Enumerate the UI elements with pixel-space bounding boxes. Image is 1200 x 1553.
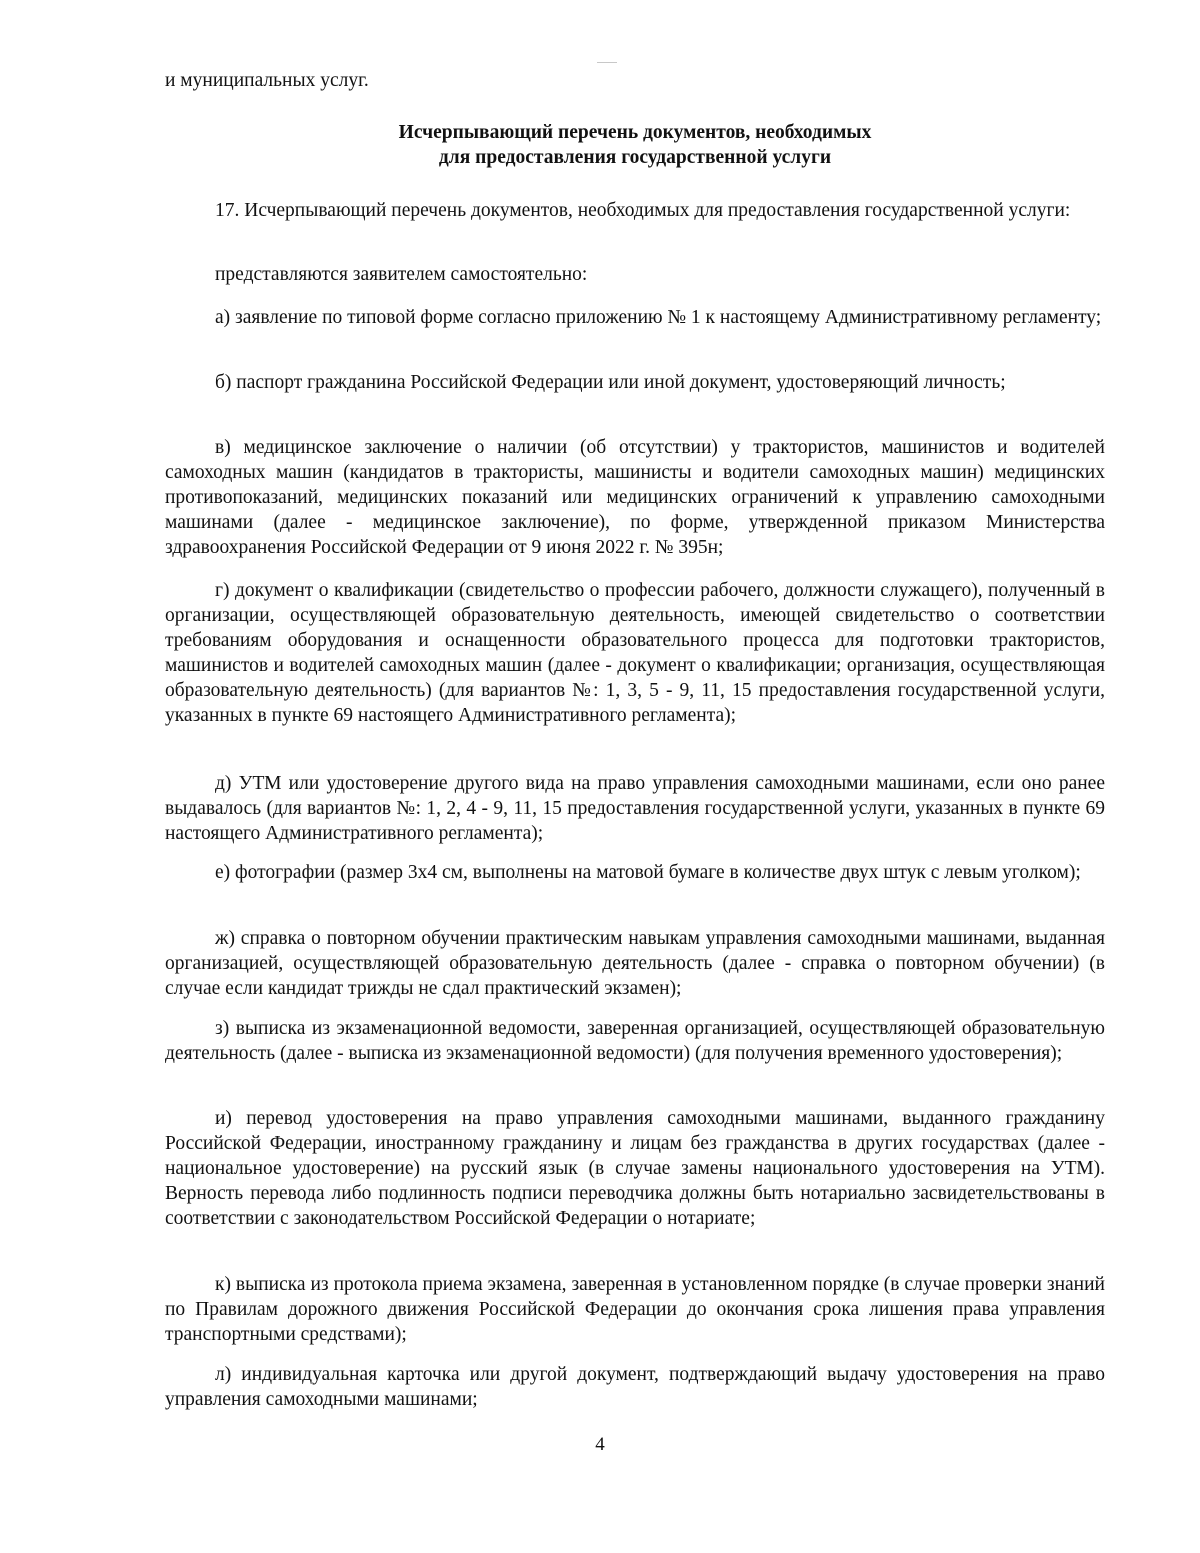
item-i: и) перевод удостоверения на право управления самоходными машинами, выданного гражданину Российской Федерации, иностранному гражданину и лицам без гражданства в других государствах (далее - национальное удостоверение) на русский язык (в случае замены национального удостоверения на УТМ). Верность перевода либо подлинность подписи переводчика должны быть нотариально засвидетельствованы в соответствии с законодательством Российской Федерации о нотариате; [165, 1108, 1105, 1229]
page-number: 4 [595, 1434, 605, 1455]
paragraph-17: 17. Исчерпывающий перечень документов, необходимых для предоставления государственной услуги: [215, 200, 1071, 221]
section-heading-line-1: Исчерпывающий перечень документов, необходимых [398, 122, 872, 143]
section-heading-line-2: для предоставления государственной услуги [438, 147, 832, 168]
item-e: е) фотографии (размер 3х4 см, выполнены на матовой бумаге в количестве двух штук с левым уголком); [215, 862, 1081, 883]
continuation-text: и муниципальных услуг. [165, 70, 369, 91]
scan-speck [597, 62, 617, 63]
item-g: г) документ о квалификации (свидетельство о профессии рабочего, должности служащего), полученный в организации, осуществляющей образовательную деятельность, имеющей свидетельство о соответствии требованиям оборудования и оснащенности образовательного процесса для подготовки трактористов, машинистов и водителей самоходных машин (далее - документ о квалификации; организация, осуществляющая образовательную деятельность) (для вариантов №: 1, 3, 5 - 9, 11, 15 предоставления государственной услуги, указанных в пункте 69 настоящего Административного регламента); [165, 580, 1105, 726]
paragraph-intro: представляются заявителем самостоятельно: [215, 264, 588, 285]
item-z: з) выписка из экзаменационной ведомости, заверенная организацией, осуществляющей образовательную деятельность (далее - выписка из экзаменационной ведомости) (для получения временного удостоверения); [165, 1018, 1105, 1064]
item-b: б) паспорт гражданина Российской Федерации или иной документ, удостоверяющий личность; [215, 372, 1006, 393]
item-v: в) медицинское заключение о наличии (об отсутствии) у трактористов, машинистов и водителей самоходных машин (кандидатов в трактористы, машинисты и водители самоходных машин) медицинских противопоказаний, медицинских показаний или медицинских ограничений к управлению самоходными машинами (далее - медицинское заключение), по форме, утвержденной приказом Министерства здравоохранения Российской Федерации от 9 июня 2022 г. № 395н; [165, 437, 1105, 558]
item-k: к) выписка из протокола приема экзамена, заверенная в установленном порядке (в случае проверки знаний по Правилам дорожного движения Российской Федерации до окончания срока лишения права управления транспортными средствами); [165, 1274, 1105, 1345]
item-d: д) УТМ или удостоверение другого вида на право управления самоходными машинами, если оно ранее выдавалось (для вариантов №: 1, 2, 4 - 9, 11, 15 предоставления государственной услуги, указанных в пункте 69 настоящего Административного регламента); [165, 773, 1105, 844]
item-l: л) индивидуальная карточка или другой документ, подтверждающий выдачу удостоверения на право управления самоходными машинами; [165, 1364, 1105, 1410]
item-a: а) заявление по типовой форме согласно приложению № 1 к настоящему Административному регламенту; [215, 307, 1102, 328]
item-zh: ж) справка о повторном обучении практическим навыкам управления самоходными машинами, выданная организацией, осуществляющей образовательную деятельность (далее - справка о повторном обучении) (в случае если кандидат трижды не сдал практический экзамен); [165, 928, 1105, 999]
